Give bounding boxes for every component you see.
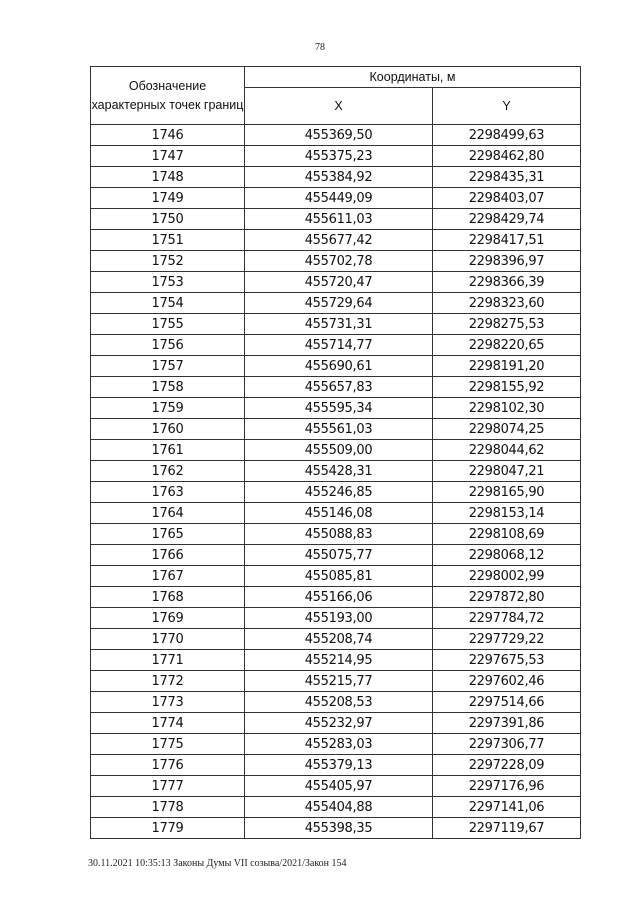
point-cell: 1748 [91, 167, 245, 188]
header-row-group [91, 67, 581, 88]
x-cell: 455283,03 [245, 734, 433, 755]
point-cell: 1763 [91, 482, 245, 503]
table-row [91, 524, 581, 545]
point-cell: 1762 [91, 461, 245, 482]
y-cell: 2298102,30 [433, 398, 581, 419]
point-cell: 1750 [91, 209, 245, 230]
table-row [91, 482, 581, 503]
point-cell: 1764 [91, 503, 245, 524]
point-cell: 1755 [91, 314, 245, 335]
x-cell: 455214,95 [245, 650, 433, 671]
table-header [91, 67, 581, 125]
x-cell: 455208,53 [245, 692, 433, 713]
x-cell: 455714,77 [245, 335, 433, 356]
y-cell: 2298462,80 [433, 146, 581, 167]
x-cell: 455657,83 [245, 377, 433, 398]
y-cell: 2298191,20 [433, 356, 581, 377]
x-cell: 455404,88 [245, 797, 433, 818]
point-cell: 1759 [91, 398, 245, 419]
table-row [91, 755, 581, 776]
table-row [91, 692, 581, 713]
point-cell: 1779 [91, 818, 245, 839]
table-row [91, 188, 581, 209]
y-cell: 2298108,69 [433, 524, 581, 545]
y-cell: 2298323,60 [433, 293, 581, 314]
table-row [91, 251, 581, 272]
y-cell: 2297872,80 [433, 587, 581, 608]
y-cell: 2298366,39 [433, 272, 581, 293]
x-cell: 455729,64 [245, 293, 433, 314]
table-row [91, 125, 581, 146]
coordinates-table [90, 66, 581, 839]
x-cell: 455561,03 [245, 419, 433, 440]
y-cell: 2298220,65 [433, 335, 581, 356]
x-cell: 455428,31 [245, 461, 433, 482]
table-row [91, 419, 581, 440]
point-cell: 1758 [91, 377, 245, 398]
y-cell: 2298047,21 [433, 461, 581, 482]
y-cell: 2297176,96 [433, 776, 581, 797]
y-cell: 2297514,66 [433, 692, 581, 713]
table-body [91, 125, 581, 839]
table-row [91, 713, 581, 734]
point-cell: 1767 [91, 566, 245, 587]
x-cell: 455595,34 [245, 398, 433, 419]
table-row [91, 209, 581, 230]
page-number: 78 [315, 42, 325, 53]
point-cell: 1765 [91, 524, 245, 545]
point-cell: 1778 [91, 797, 245, 818]
y-cell: 2298002,99 [433, 566, 581, 587]
y-cell: 2298275,53 [433, 314, 581, 335]
y-cell: 2297675,53 [433, 650, 581, 671]
y-cell: 2298068,12 [433, 545, 581, 566]
y-cell: 2298499,63 [433, 125, 581, 146]
point-cell: 1766 [91, 545, 245, 566]
y-cell: 2298429,74 [433, 209, 581, 230]
table-row [91, 608, 581, 629]
table-row [91, 776, 581, 797]
point-cell: 1771 [91, 650, 245, 671]
coordinates-header: Координаты, м [245, 67, 581, 88]
y-cell: 2298417,51 [433, 230, 581, 251]
y-cell: 2297391,86 [433, 713, 581, 734]
x-cell: 455677,42 [245, 230, 433, 251]
x-cell: 455731,31 [245, 314, 433, 335]
x-cell: 455702,78 [245, 251, 433, 272]
x-cell: 455166,06 [245, 587, 433, 608]
x-cell: 455449,09 [245, 188, 433, 209]
y-cell: 2297141,06 [433, 797, 581, 818]
x-column-header: X [245, 88, 433, 125]
y-cell: 2298396,97 [433, 251, 581, 272]
point-cell: 1751 [91, 230, 245, 251]
point-cell: 1776 [91, 755, 245, 776]
table-row [91, 650, 581, 671]
y-column-header: Y [433, 88, 581, 125]
x-cell: 455208,74 [245, 629, 433, 650]
point-cell: 1768 [91, 587, 245, 608]
table-row [91, 146, 581, 167]
y-cell: 2297228,09 [433, 755, 581, 776]
x-cell: 455369,50 [245, 125, 433, 146]
table-row [91, 272, 581, 293]
table-row [91, 461, 581, 482]
table-row [91, 671, 581, 692]
y-cell: 2298435,31 [433, 167, 581, 188]
point-cell: 1772 [91, 671, 245, 692]
y-cell: 2297602,46 [433, 671, 581, 692]
table-row [91, 818, 581, 839]
table-row [91, 167, 581, 188]
table-row [91, 377, 581, 398]
x-cell: 455405,97 [245, 776, 433, 797]
table-row [91, 293, 581, 314]
point-cell: 1749 [91, 188, 245, 209]
x-cell: 455398,35 [245, 818, 433, 839]
point-cell: 1746 [91, 125, 245, 146]
x-cell: 455232,97 [245, 713, 433, 734]
table-row [91, 314, 581, 335]
table-row [91, 587, 581, 608]
footer-note: 30.11.2021 10:35:13 Законы Думы VII созыва/2021/Закон 154 [88, 858, 347, 869]
table-row [91, 566, 581, 587]
y-cell: 2298153,14 [433, 503, 581, 524]
table-row [91, 503, 581, 524]
x-cell: 455384,92 [245, 167, 433, 188]
x-cell: 455720,47 [245, 272, 433, 293]
table-row [91, 440, 581, 461]
y-cell: 2297306,77 [433, 734, 581, 755]
table-row [91, 797, 581, 818]
point-cell: 1760 [91, 419, 245, 440]
point-cell: 1752 [91, 251, 245, 272]
y-cell: 2298074,25 [433, 419, 581, 440]
x-cell: 455246,85 [245, 482, 433, 503]
table-row [91, 629, 581, 650]
x-cell: 455611,03 [245, 209, 433, 230]
point-cell: 1747 [91, 146, 245, 167]
point-cell: 1773 [91, 692, 245, 713]
y-cell: 2297729,22 [433, 629, 581, 650]
y-cell: 2298165,90 [433, 482, 581, 503]
table-row [91, 230, 581, 251]
table-row [91, 545, 581, 566]
y-cell: 2298155,92 [433, 377, 581, 398]
point-cell: 1770 [91, 629, 245, 650]
point-cell: 1775 [91, 734, 245, 755]
x-cell: 455215,77 [245, 671, 433, 692]
table-row [91, 356, 581, 377]
point-cell: 1757 [91, 356, 245, 377]
point-column-header: Обозначение характерных точек границ [91, 67, 245, 125]
point-cell: 1761 [91, 440, 245, 461]
x-cell: 455193,00 [245, 608, 433, 629]
x-cell: 455509,00 [245, 440, 433, 461]
point-cell: 1777 [91, 776, 245, 797]
point-cell: 1774 [91, 713, 245, 734]
point-cell: 1769 [91, 608, 245, 629]
point-cell: 1754 [91, 293, 245, 314]
x-cell: 455690,61 [245, 356, 433, 377]
table-row [91, 398, 581, 419]
table-row [91, 734, 581, 755]
y-cell: 2297784,72 [433, 608, 581, 629]
x-cell: 455146,08 [245, 503, 433, 524]
x-cell: 455085,81 [245, 566, 433, 587]
y-cell: 2297119,67 [433, 818, 581, 839]
y-cell: 2298044,62 [433, 440, 581, 461]
x-cell: 455088,83 [245, 524, 433, 545]
point-cell: 1753 [91, 272, 245, 293]
x-cell: 455379,13 [245, 755, 433, 776]
point-cell: 1756 [91, 335, 245, 356]
x-cell: 455075,77 [245, 545, 433, 566]
y-cell: 2298403,07 [433, 188, 581, 209]
table-row [91, 335, 581, 356]
x-cell: 455375,23 [245, 146, 433, 167]
